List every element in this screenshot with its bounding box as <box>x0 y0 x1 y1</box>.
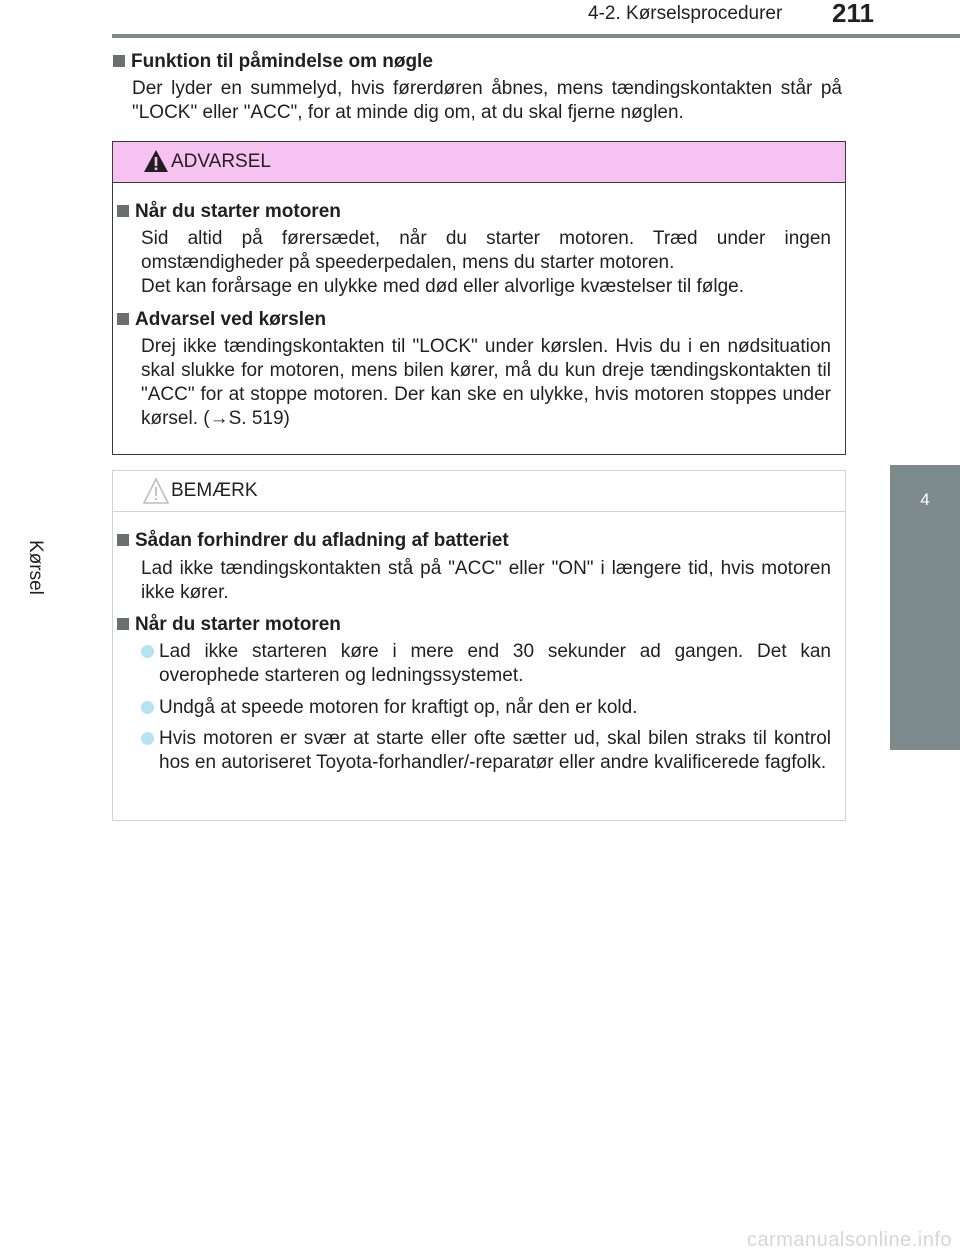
intro-heading: Funktion til påmindelse om nøgle <box>113 50 433 74</box>
page-number: 211 <box>832 0 874 28</box>
warning-box-title: ADVARSEL <box>171 151 271 172</box>
warning-section-text: Sid altid på førersædet, når du starter motoren. Træd under ingen omstændigheder på speederpedalen, mens du starter motoren. Det kan forårsage en ulykke med død eller alvorlige kvæstelser til følge. <box>141 228 831 297</box>
note-box-header <box>113 471 845 512</box>
caution-triangle-icon <box>143 477 169 505</box>
square-bullet-icon <box>117 618 129 630</box>
round-bullet-icon <box>141 701 154 714</box>
warning-section-heading: Når du starter motoren <box>117 200 341 224</box>
header-section-title: 4-2. Kørselsprocedurer <box>588 3 783 24</box>
square-bullet-icon <box>117 534 129 546</box>
note-section-heading: Når du starter motoren <box>117 613 341 637</box>
round-bullet-icon <box>141 732 154 745</box>
header-rule <box>112 34 960 38</box>
warning-section-heading: Advarsel ved kørslen <box>117 308 326 332</box>
warning-section-text: Drej ikke tændingskontakten til "LOCK" under kørslen. Hvis du i en nødsituation skal slukke for motoren, mens bilen kører, må du kun dreje tændingskontakten til "ACC" for at stoppe motoren. Der kan ske en ulykke, hvis motoren stoppes under kørsel. (→S. 519) <box>141 336 831 429</box>
note-section-heading: Sådan forhindrer du afladning af batteriet <box>117 529 509 553</box>
warning-box <box>112 141 846 455</box>
note-box-title: BEMÆRK <box>171 480 258 501</box>
square-bullet-icon <box>117 205 129 217</box>
round-bullet-icon <box>141 645 154 658</box>
warning-box-header <box>113 142 845 183</box>
warning-triangle-icon <box>143 148 169 174</box>
chapter-side-tab <box>890 465 960 750</box>
square-bullet-icon <box>117 313 129 325</box>
watermark: carmanualsonline.info <box>746 1229 952 1251</box>
chapter-label: Kørsel <box>25 540 46 595</box>
note-section-text: Lad ikke tændingskontakten stå på "ACC" eller "ON" i længere tid, hvis motoren ikke kører. <box>141 558 831 603</box>
chapter-number: 4 <box>920 490 930 509</box>
square-bullet-icon <box>113 55 125 67</box>
note-box: BEMÆRK Sådan forhindrer du afladning af batteriet Lad ikke tændingskontakten stå på "ACC" eller "ON" i længere tid, hvis motoren ikke kører. Når du starter motoren Lad ikke starteren køre i mere end 30 sekunder ad gangen. Det kan overophede starteren og ledningssystemet. Undgå at speede motoren for kraftigt op, når den er kold. Hvis motoren er svær at starte eller ofte sætter ud, skal bilen straks til kontrol hos en autoriseret Toyota-forhandler/-reparatør eller andre kvalificerede fagfolk. <box>112 470 846 821</box>
intro-text: Der lyder en summelyd, hvis førerdøren åbnes, mens tændingskontakten står på "LOCK" eller "ACC", for at minde dig om, at du skal fjerne nøglen. <box>132 78 842 123</box>
